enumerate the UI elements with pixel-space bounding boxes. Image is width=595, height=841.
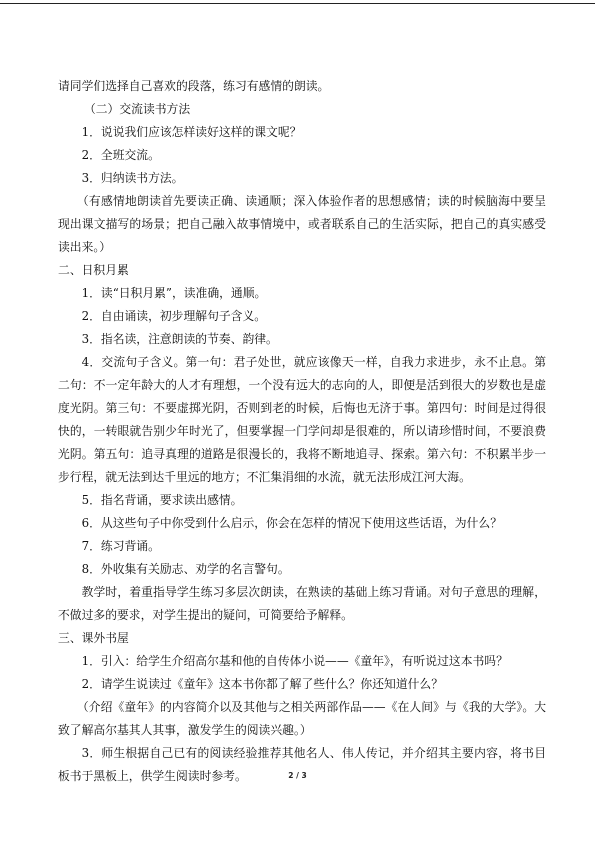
list-item: 2．请学生说读过《童年》这本书你都了解了些什么？你还知道什么？ [81,677,444,691]
paragraph: 教学时，着重指导学生练习多层次朗读，在熟读的基础上练习背诵。对句子意思的理解，不做过多的要求，对学生提出的疑问，可简要给予解释。 [58,585,546,622]
list-item: 1．引入：给学生介绍高尔基和他的自传体小说——《童年》，有听说过这本书吗？ [81,654,508,668]
list-item: 6．从这些句子中你受到什么启示，你会在怎样的情况下使用这些话语，为什么？ [81,516,502,530]
list-item: 2．全班交流。 [81,148,160,162]
list-item: 2．自由诵读，初步理解句子含义。 [81,309,267,323]
list-item: 5．指名背诵，要求读出感情。 [81,493,243,507]
list-item: 4．交流句子含义。第一句：君子处世，就应该像天一样，自我力求进步，永不止息。第二句：不一定年龄大的人才有理想，一个没有远大的志向的人，即便是活到很大的岁数也是虚度光阴。第三句：不要虚掷光阴，否则到老的时候，后悔也无济于事。第四句：时间是过得很快的，一转眼就告别少年时光了，但要掌握一门学问却是很难的，所以请珍惜时间，不要浪费光阴。第五句：追寻真理的道路是很漫长的，我将不断地追寻、探索。第六句：不积累半步一步行程，就无法到达千里远的地方；不汇集涓细的水流，就无法形成江河大海。 [58,355,546,484]
paragraph: 请同学们选择自己喜欢的段落，练习有感情的朗读。 [58,79,330,93]
header-rule [0,3,595,4]
section-heading: 三、课外书屋 [58,631,129,645]
section-heading: 二、日积月累 [58,263,129,277]
list-item: 1．说说我们应该怎样读好这样的课文呢？ [81,125,302,139]
list-item: 7．练习背诵。 [81,539,160,553]
list-item: 3．归纳读书方法。 [81,171,184,185]
list-item: 1．读“日积月累”，读准确，通顺。 [81,286,267,300]
section-subheading: （二）交流读书方法 [83,102,191,116]
document-body [58,75,546,788]
list-item: 3．指名读，注意朗读的节奏、韵律。 [81,332,278,346]
note-paragraph: （有感情地朗读首先要读正确、读通顺；深入体验作者的思想感情；读的时候脑海中要呈现出课文描写的场景；把自己融入故事情境中，或者联系自己的生活实际，把自己的真实感受读出来。） [58,194,546,254]
list-item: 3．师生根据自己已有的阅读经验推荐其他名人、伟人传记，并介绍其主要内容，将书目板书于黑板上，供学生阅读时参考。 [58,746,546,783]
list-item: 8．外收集有关励志、劝学的名言警句。 [81,562,290,576]
note-paragraph: （介绍《童年》的内容简介以及其他与之相关两部作品——《在人间》与《我的大学》。大致了解高尔基其人其事，激发学生的阅读兴趣。） [58,700,546,737]
page-number: 2 / 3 [288,771,307,780]
